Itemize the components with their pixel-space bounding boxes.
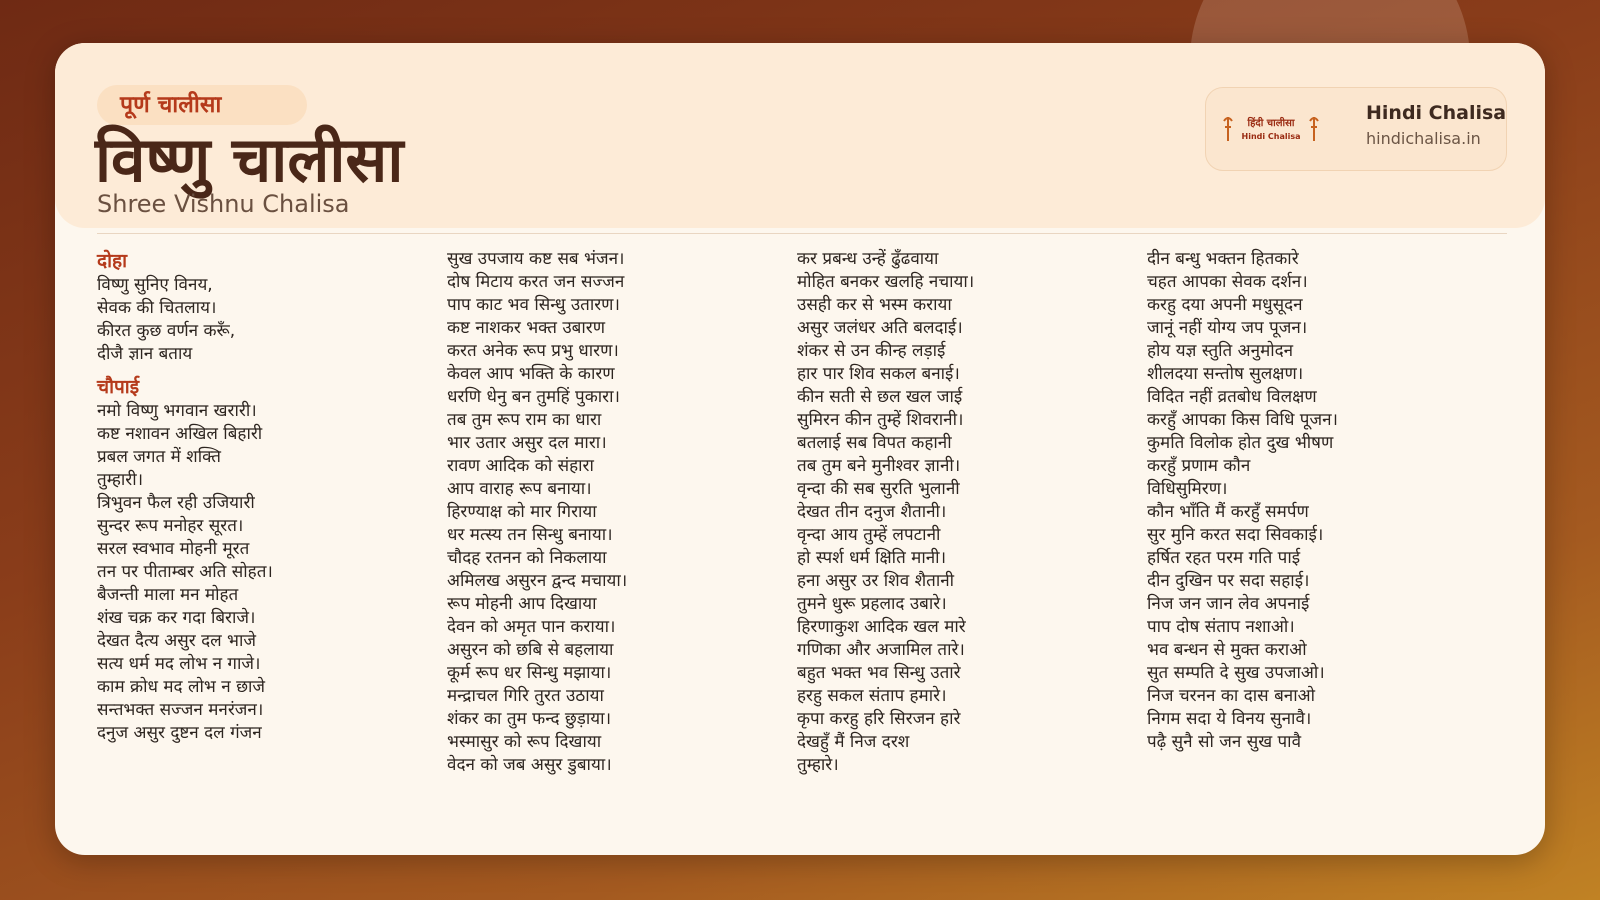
chaupai-line: तुमने धुरू प्रहलाद उबारे। [797,594,947,614]
chaupai-line: भार उतार असुर दल मारा। [447,433,607,453]
doha-line: विष्णु सुनिए विनय, [97,275,213,295]
chaupai-line: जानूं नहीं योग्य जप पूजन। [1147,318,1308,338]
brand-url[interactable]: hindichalisa.in [1366,129,1481,148]
chaupai-line: देखत तीन दनुज शैतानी। [797,502,947,522]
chaupai-line: शंकर का तुम फन्द छुड़ाया। [447,709,612,729]
chaupai-line: तुम्हारे। [797,755,839,775]
chaupai-line: त्रिभुवन फैल रही उजियारी [97,493,255,513]
chaupai-line: कूर्म रूप धर सिन्धु मझाया। [447,663,612,683]
chaupai-line: गणिका और अजामिल तारे। [797,640,965,660]
chaupai-line: पढ़ै सुनै सो जन सुख पावै [1147,732,1302,752]
chaupai-line: काम क्रोध मद लोभ न छाजे [97,677,265,697]
chaupai-line: हना असुर उर शिव शैतानी [797,571,955,591]
chaupai-line: कष्ट नाशकर भक्त उबारण [447,318,606,338]
chaupai-line: कर प्रबन्ध उन्हें ढुँढवाया [797,249,939,269]
chaupai-line: वृन्दा आय तुम्हें लपटानी [797,525,941,545]
chalisa-card [55,43,1545,855]
chaupai-line: हिरणाकुश आदिक खल मारे [797,617,966,637]
chaupai-line: शंख चक्र कर गदा बिराजे। [97,608,256,628]
category-badge-label: पूर्ण चालीसा [120,92,222,118]
chaupai-line: रूप मोहनी आप दिखाया [447,594,597,614]
chaupai-line: धर मत्स्य तन सिन्धु बनाया। [447,525,613,545]
chaupai-line: हरहु सकल संताप हमारे। [797,686,947,706]
chaupai-line: दोष मिटाय करत जन सज्जन [447,272,625,292]
chaupai-line: करहुँ आपका किस विधि पूजन। [1147,410,1338,430]
chaupai-line: देखत दैत्य असुर दल भाजे [97,631,257,651]
chaupai-line: हार पार शिव सकल बनाई। [797,364,960,384]
chaupai-line: पाप दोष संताप नशाओ। [1147,617,1295,637]
chaupai-line: दनुज असुर दुष्टन दल गंजन [97,723,262,743]
chaupai-line: उसही कर से भस्म कराया [797,295,952,315]
brand-card[interactable] [1205,87,1507,171]
chaupai-line: निज चरनन का दास बनाओ [1147,686,1316,706]
chaupai-line: तन पर पीताम्बर अति सोहत। [97,562,273,582]
chaupai-line: नमो विष्णु भगवान खरारी। [97,401,257,421]
chaupai-line: करहुँ प्रणाम कौन [1147,456,1251,476]
chaupai-line: बैजन्ती माला मन मोहत [97,585,239,605]
logo-english-text: Hindi Chalisa [1241,132,1301,141]
doha-line: सेवक की चितलाय। [97,298,217,318]
chaupai-line: कृपा करहु हरि सिरजन हारे [797,709,961,729]
chaupai-line: प्रबल जगत में शक्ति [97,447,221,467]
brand-name: Hindi Chalisa [1366,102,1507,124]
chaupai-line: कुमति विलोक होत दुख भीषण [1147,433,1334,453]
page-title: विष्णु चालीसा [95,123,404,196]
chaupai-line: हो स्पर्श धर्म क्षिति मानी। [797,548,947,568]
chaupai-line: केवल आप भक्ति के कारण [447,364,615,384]
doha-line: दीजै ज्ञान बताय [97,344,193,364]
verse-column-1 [97,248,437,745]
chaupai-line: करहु दया अपनी मधुसूदन [1147,295,1303,315]
hindi-chalisa-logo-icon [1222,111,1320,147]
chaupai-line: धरणि धेनु बन तुमहिं पुकारा। [447,387,620,407]
doha-heading: दोहा [97,250,128,272]
chaupai-line: सुर मुनि करत सदा सिवकाई। [1147,525,1324,545]
chaupai-line: हिरण्याक्ष को मार गिराया [447,502,597,522]
chaupai-line: दीन बन्धु भक्तन हितकारे [1147,249,1299,269]
verse-column-2 [447,248,787,777]
verse-column-3 [797,248,1137,777]
chaupai-line: कीन सती से छल खल जाई [797,387,963,407]
chaupai-heading: चौपाई [97,376,140,398]
chaupai-line: मोहित बनकर खलहि नचाया। [797,272,975,292]
chaupai-line: सुन्दर रूप मनोहर सूरत। [97,516,244,536]
header-divider [97,233,1507,234]
chaupai-line: चहत आपका सेवक दर्शन। [1147,272,1308,292]
chaupai-line: सुख उपजाय कष्ट सब भंजन। [447,249,625,269]
chaupai-line: मन्द्राचल गिरि तुरत उठाया [447,686,604,706]
chaupai-line: रावण आदिक को संहारा [447,456,594,476]
chaupai-line: सुत सम्पति दे सुख उपजाओ। [1147,663,1325,683]
chaupai-line: असुरन को छबि से बहलाया [447,640,614,660]
chaupai-line: शीलदया सन्तोष सुलक्षण। [1147,364,1304,384]
chaupai-line: देवन को अमृत पान कराया। [447,617,616,637]
chaupai-line: तब तुम बने मुनीश्वर ज्ञानी। [797,456,961,476]
chaupai-line: पाप काट भव सिन्धु उतारण। [447,295,620,315]
chaupai-line: आप वाराह रूप बनाया। [447,479,592,499]
chaupai-line: कौन भाँति मैं करहुँ समर्पण [1147,502,1309,522]
chaupai-line: वेदन को जब असुर डुबाया। [447,755,612,775]
chaupai-line: बहुत भक्त भव सिन्धु उतारे [797,663,961,683]
chaupai-line: असुर जलंधर अति बलदाई। [797,318,963,338]
chaupai-line: निज जन जान लेव अपनाई [1147,594,1310,614]
chaupai-line: सत्य धर्म मद लोभ न गाजे। [97,654,261,674]
card-header [55,43,1545,228]
chaupai-line: भव बन्धन से मुक्त कराओ [1147,640,1307,660]
chaupai-line: विधिसुमिरण। [1147,479,1228,499]
chaupai-line: देखहुँ मैं निज दरश [797,732,910,752]
chaupai-line: करत अनेक रूप प्रभु धारण। [447,341,619,361]
chaupai-line: कष्ट नशावन अखिल बिहारी [97,424,263,444]
chaupai-line: सरल स्वभाव मोहनी मूरत [97,539,250,559]
chaupai-line: बतलाई सब विपत कहानी [797,433,952,453]
page-subtitle: Shree Vishnu Chalisa [97,190,350,218]
chaupai-line: विदित नहीं व्रतबोध विलक्षण [1147,387,1317,407]
chaupai-line: दीन दुखिन पर सदा सहाई। [1147,571,1310,591]
logo-hindi-text: हिंदी चालीसा [1247,118,1295,129]
chaupai-line: वृन्दा की सब सुरति भुलानी [797,479,960,499]
chaupai-line: हर्षित रहत परम गति पाई [1147,548,1301,568]
chaupai-line: होय यज्ञ स्तुति अनुमोदन [1147,341,1294,361]
chaupai-line: अमिलख असुरन द्वन्द मचाया। [447,571,628,591]
chaupai-line: तब तुम रूप राम का धारा [447,410,602,430]
chaupai-line: शंकर से उन कीन्ह लड़ाई [797,341,946,361]
chaupai-line: भस्मासुर को रूप दिखाया [447,732,602,752]
chaupai-line: सुमिरन कीन तुम्हें शिवरानी। [797,410,964,430]
doha-line: कीरत कुछ वर्णन करूँ, [97,321,236,341]
chaupai-line: चौदह रतनन को निकलाया [447,548,607,568]
verse-column-4 [1147,248,1487,754]
chaupai-line: निगम सदा ये विनय सुनावै। [1147,709,1312,729]
chaupai-line: सन्तभक्त सज्जन मनरंजन। [97,700,264,720]
chaupai-line: तुम्हारी। [97,470,144,490]
